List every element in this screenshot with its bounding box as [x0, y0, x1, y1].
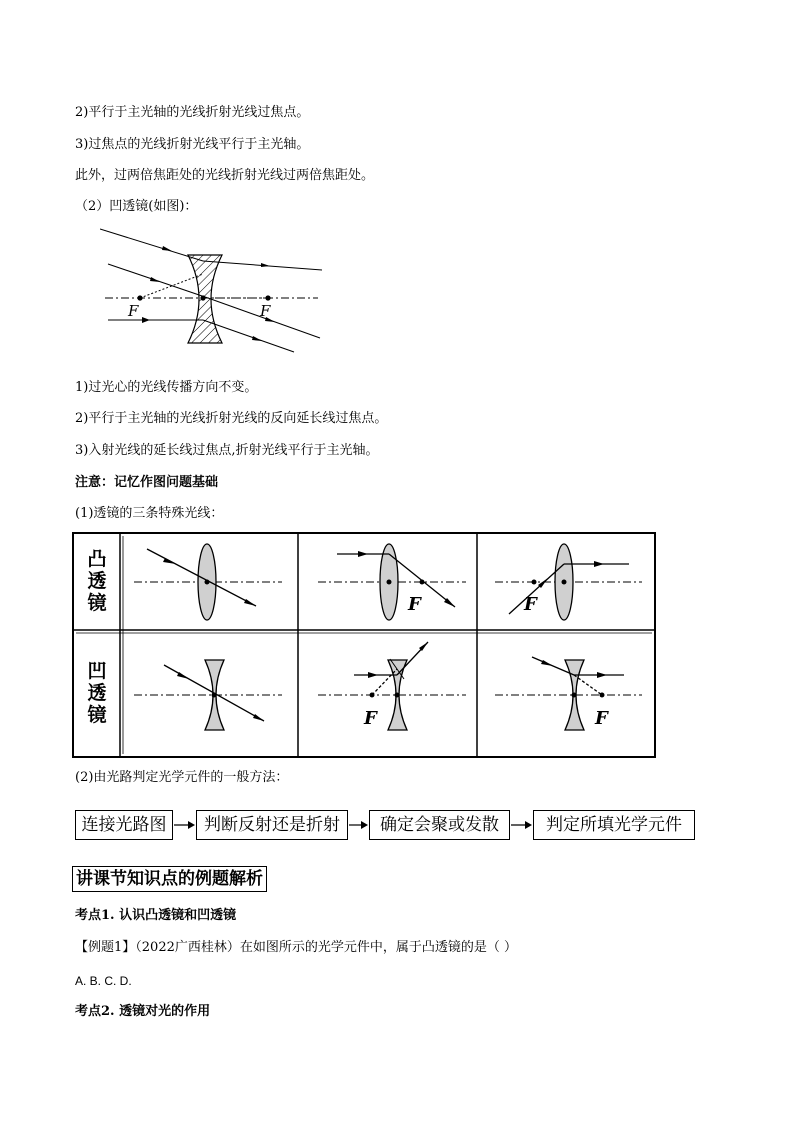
concave-rule-parallel: 2)平行于主光轴的光线折射光线的反向延长线过焦点。 — [75, 411, 388, 426]
convex-row-label: 凸 透 镜 — [87, 548, 107, 614]
svg-text:F: F — [524, 594, 537, 615]
rule-parallel-ray: 2)平行于主光轴的光线折射光线过焦点。 — [75, 105, 310, 120]
concave-cell-1 — [134, 660, 282, 730]
svg-text:F: F — [595, 708, 608, 729]
flow-step-2: 判断反射还是折射 — [196, 810, 348, 840]
flow-arrows — [0, 815, 794, 835]
right-focus-label: F — [260, 302, 271, 320]
rule-focal-ray: 3)过焦点的光线折射光线平行于主光轴。 — [75, 137, 310, 152]
left-focus-point — [137, 295, 142, 300]
concave-row-label: 凹 透 镜 — [87, 660, 107, 726]
topic-2: 考点2. 透镜对光的作用 — [75, 1004, 211, 1019]
note-heading: 注意：记忆作图问题基础 — [75, 475, 219, 490]
section-title: 讲课节知识点的例题解析 — [72, 866, 267, 892]
convex-cell-3 — [495, 544, 642, 620]
svg-text:F: F — [364, 708, 377, 729]
concave-rule-center: 1)过光心的光线传播方向不变。 — [75, 380, 258, 395]
right-focus-point — [265, 295, 270, 300]
special-rays-heading: (1)透镜的三条特殊光线： — [75, 506, 224, 521]
flow-step-4: 判定所填光学元件 — [533, 810, 695, 840]
method-heading: (2)由光路判定光学元件的一般方法： — [75, 770, 289, 785]
topic-1: 考点1. 认识凸透镜和凹透镜 — [75, 908, 237, 923]
convex-cell-2 — [318, 544, 466, 620]
optical-center — [200, 295, 205, 300]
concave-lens-figure — [100, 222, 340, 362]
concave-cell-3 — [495, 657, 642, 730]
svg-text:F: F — [408, 594, 421, 615]
example-1: 【例题1】（2022广西桂林）在如图所示的光学元件中，属于凸透镜的是（ ） — [75, 940, 517, 955]
concave-cell-2 — [318, 642, 466, 730]
concave-rule-focal: 3)入射光线的延长线过焦点,折射光线平行于主光轴。 — [75, 443, 379, 458]
convex-cell-1 — [134, 544, 282, 620]
special-rays-table — [72, 532, 656, 758]
flow-step-3: 确定会聚或发散 — [369, 810, 510, 840]
left-focus-label: F — [128, 302, 139, 320]
flow-step-1: 连接光路图 — [75, 810, 173, 840]
example-1-options: A. B. C. D. — [75, 974, 132, 988]
concave-heading: （2）凹透镜(如图)： — [75, 199, 198, 214]
rule-double-focal: 此外，过两倍焦距处的光线折射光线过两倍焦距处。 — [75, 168, 375, 183]
